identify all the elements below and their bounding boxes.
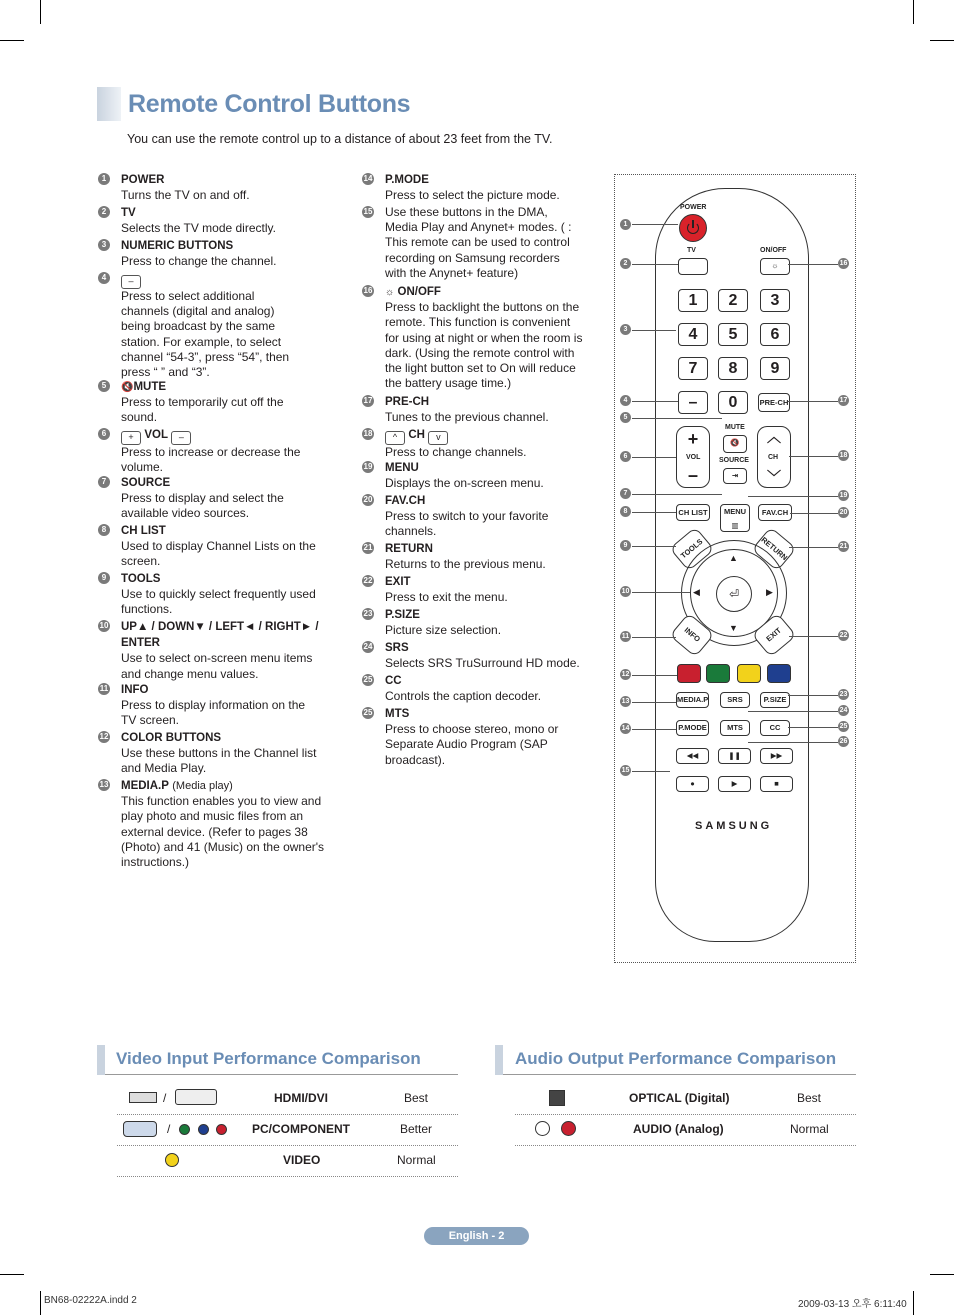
list-item	[98, 778, 326, 870]
callout: 17	[839, 397, 848, 404]
item-number: 7	[98, 476, 110, 488]
callout-line	[788, 264, 838, 265]
ch-rocker[interactable]	[757, 426, 791, 488]
list-item	[98, 427, 311, 475]
item-name: TV	[121, 207, 136, 219]
list-item	[362, 427, 526, 460]
list-item	[362, 284, 585, 391]
arrow-up-icon[interactable]: ▲	[729, 553, 738, 563]
arrow-right-icon[interactable]: ▶	[766, 587, 773, 597]
rewind-icon: ◀◀	[686, 751, 699, 760]
callout: 7	[620, 488, 631, 499]
list-item	[362, 172, 560, 203]
item-number: 9	[98, 572, 110, 584]
chlist-button[interactable]: CH LIST	[676, 504, 710, 521]
stop-button[interactable]	[760, 776, 793, 792]
item-name: RETURN	[385, 543, 433, 555]
item-name-extra: (Media play)	[172, 780, 233, 792]
item-desc: This function enables you to view and play photo and music files from an external device. (Refer to pages 38 (Photo) and 41 (Music) on the owner's instructions.)	[121, 794, 325, 870]
separator: /	[167, 1122, 171, 1136]
list-item	[98, 682, 321, 729]
table-row	[117, 1114, 458, 1146]
item-name: SRS	[385, 642, 409, 654]
item-desc: Use to select on-screen menu items and change menu values.	[121, 651, 313, 681]
callout: 4	[620, 395, 631, 406]
arrow-down-icon[interactable]: ▼	[729, 623, 738, 633]
callout: 10	[621, 588, 630, 595]
item-number: 15	[363, 207, 373, 216]
callout-line	[632, 418, 722, 419]
menu-label: MENU	[723, 507, 747, 516]
tools-label: TOOLS	[678, 536, 705, 561]
brand-logo: SAMSUNG	[695, 820, 773, 832]
mute-label: MUTE	[725, 424, 745, 431]
item-desc: Controls the caption decoder.	[385, 689, 542, 704]
callout: 3	[620, 324, 631, 335]
power-icon-stem	[692, 220, 694, 228]
callout-line	[632, 729, 676, 730]
dash-icon: –	[121, 275, 141, 289]
item-desc: Press to backlight the buttons on the remote. This function is convenient for using at night or when the room is dark. (Using the remote control with the light button set to On will reduce the battery usage time.)	[385, 300, 583, 391]
list-item	[362, 493, 565, 540]
play-button[interactable]	[718, 776, 751, 792]
item-number: 8	[98, 524, 110, 536]
callout-line	[632, 494, 722, 495]
list-item	[98, 730, 326, 777]
callout: 15	[621, 767, 630, 774]
srs-button[interactable]: SRS	[720, 692, 750, 708]
callout: 25	[839, 723, 848, 730]
item-desc: Use these buttons in the DMA, Media Play and Anynet+ modes. ( : This remote can be used to control recording on Samsung recorders with the Anynet+ feature)	[385, 205, 572, 280]
crop-mark	[40, 0, 41, 24]
table-row	[515, 1083, 856, 1115]
item-number: 14	[363, 174, 373, 183]
callout-line	[632, 330, 676, 331]
item-name: MTS	[385, 708, 410, 720]
item-name: P.MODE	[385, 174, 429, 186]
callout: 24	[839, 707, 848, 714]
item-name: UP▲ / DOWN▼ / LEFT◄ / RIGHT► / ENTER	[121, 621, 319, 650]
callout-line	[632, 457, 676, 458]
list-item	[98, 205, 276, 236]
favch-button[interactable]: FAV.CH	[758, 504, 792, 521]
callout-line	[632, 224, 678, 225]
component-pb-icon	[198, 1124, 209, 1135]
tv-label: TV	[687, 247, 696, 254]
item-name: MEDIA.P	[121, 780, 169, 792]
fast-forward-button[interactable]	[760, 748, 793, 764]
record-button[interactable]	[676, 776, 709, 792]
callout: 6	[620, 451, 631, 462]
print-slug-left: BN68-02222A.indd 2	[44, 1295, 137, 1306]
callout: 18	[839, 452, 848, 459]
item-number: 6	[98, 428, 110, 440]
enter-button[interactable]	[716, 576, 752, 612]
list-item	[98, 475, 301, 522]
component-pr-icon	[216, 1124, 227, 1135]
chevron-down-icon: ﹀	[767, 469, 781, 485]
row-label: HDMI/DVI	[274, 1091, 328, 1105]
component-y-icon	[179, 1124, 190, 1135]
callout-line	[632, 546, 676, 547]
mute-icon: 🔇	[730, 438, 740, 447]
mts-button[interactable]: MTS	[720, 720, 750, 736]
callout: 2	[620, 258, 631, 269]
power-label: POWER	[680, 204, 707, 211]
item-name: TOOLS	[121, 573, 161, 585]
item-desc: Press to increase or decrease the volume.	[121, 445, 301, 475]
tv-button[interactable]	[678, 258, 708, 275]
callout-line	[789, 636, 838, 637]
crop-mark	[913, 1291, 914, 1315]
vol-rocker[interactable]	[676, 426, 710, 488]
play-icon: ▶	[731, 779, 738, 788]
info-label: INFO	[682, 625, 703, 644]
digit-3-button[interactable]: 3	[760, 289, 790, 312]
item-number: 18	[363, 429, 373, 438]
item-desc: Used to display Channel Lists on the screen.	[121, 539, 316, 569]
optical-connector-icon	[549, 1090, 565, 1106]
list-item	[362, 460, 544, 491]
mute-button[interactable]	[723, 435, 747, 453]
callout: 9	[620, 540, 631, 551]
item-name: CH	[408, 429, 425, 441]
item-name: EXIT	[385, 576, 411, 588]
list-item	[98, 172, 250, 203]
pause-icon: ❚❚	[728, 751, 741, 760]
item-desc: Press to temporarily cut off the sound.	[121, 395, 284, 425]
callout-line	[632, 264, 678, 265]
section-rule	[503, 1074, 856, 1075]
arrow-left-icon[interactable]: ◀	[693, 587, 700, 597]
dash-button[interactable]: –	[678, 391, 708, 414]
page-number: English - 2	[424, 1227, 529, 1245]
fast-forward-icon: ▶▶	[770, 751, 783, 760]
callout-line	[632, 637, 676, 638]
chevron-up-icon: ︿	[767, 429, 781, 445]
item-desc: Press to exit the menu.	[385, 590, 508, 605]
item-name: INFO	[121, 684, 149, 696]
item-number: 23	[363, 609, 373, 618]
vga-connector-icon	[123, 1121, 157, 1137]
mute-icon: 🔇	[121, 382, 134, 393]
item-desc: Press to change the channel.	[121, 254, 277, 269]
psize-button[interactable]: P.SIZE	[760, 692, 790, 708]
item-number: 19	[363, 462, 373, 471]
record-icon: ●	[690, 779, 695, 788]
list-item	[98, 523, 326, 570]
audio-left-icon	[535, 1121, 550, 1136]
vol-label: VOL	[686, 454, 701, 461]
row-label: VIDEO	[283, 1153, 321, 1167]
item-desc: Selects the TV mode directly.	[121, 221, 276, 236]
onoff-label: ON/OFF	[760, 247, 787, 254]
callout-line	[788, 401, 838, 402]
light-bulb-icon: ☼	[771, 261, 779, 270]
item-number: 17	[363, 396, 373, 405]
item-name: MUTE	[133, 381, 167, 393]
separator: /	[163, 1091, 167, 1105]
list-item	[98, 238, 276, 269]
callout-line	[788, 727, 838, 728]
item-desc: Tunes to the previous channel.	[385, 410, 549, 425]
item-name: SOURCE	[121, 477, 171, 489]
callout-line	[632, 592, 690, 593]
item-number: 16	[363, 286, 373, 295]
item-number: 5	[98, 380, 110, 392]
callout-line	[789, 547, 838, 548]
section-rule	[105, 1074, 458, 1075]
digit-8-button[interactable]: 8	[718, 357, 748, 380]
list-item	[98, 379, 311, 426]
callout: 8	[620, 506, 631, 517]
item-desc: Press to change channels.	[385, 445, 527, 459]
chevron-down-icon: v	[428, 431, 448, 445]
item-name: CC	[385, 675, 402, 687]
list-item	[98, 619, 326, 682]
power-button[interactable]	[679, 214, 707, 242]
item-number: 10	[99, 621, 109, 630]
callout-line	[789, 456, 838, 457]
composite-video-icon	[165, 1153, 179, 1167]
item-name: PRE-CH	[385, 396, 430, 408]
item-number: 22	[363, 576, 373, 585]
item-desc: Picture size selection.	[385, 623, 502, 638]
item-name: ON/OFF	[397, 286, 441, 298]
item-name: CH LIST	[121, 525, 166, 537]
pause-button[interactable]	[718, 748, 751, 764]
callout-line	[632, 675, 677, 676]
list-item	[362, 706, 575, 768]
item-number: 13	[99, 780, 109, 789]
source-icon: ⇥	[731, 471, 739, 480]
item-number: 2	[98, 206, 110, 218]
cc-button[interactable]: CC	[760, 720, 790, 736]
digit-5-button[interactable]: 5	[718, 323, 748, 346]
callout: 23	[839, 691, 848, 698]
item-number: 25	[363, 675, 373, 684]
digit-0-button[interactable]: 0	[718, 391, 748, 414]
audio-section-title: Audio Output Performance Comparison	[515, 1049, 837, 1068]
green-button[interactable]	[706, 664, 730, 683]
stop-icon: ■	[774, 779, 779, 788]
item-desc: Press to display and select the available video sources.	[121, 491, 284, 521]
minus-icon: –	[171, 431, 191, 445]
section-accent	[495, 1045, 503, 1075]
row-rating: Normal	[397, 1153, 436, 1167]
row-rating: Normal	[790, 1122, 829, 1136]
exit-label: EXIT	[764, 625, 783, 644]
item-desc: Press to select additional channels (digital and analog) being broadcast by the same station. For example, to select channel “54-3”, press “54”, then press “ ” and “3”.	[121, 289, 290, 380]
digit-1-button[interactable]: 1	[678, 289, 708, 312]
item-number: 20	[363, 495, 373, 504]
item-name: NUMERIC BUTTONS	[121, 240, 234, 252]
callout: 12	[621, 671, 630, 678]
print-slug-right: 2009-03-13 오후 6:11:40	[798, 1299, 907, 1310]
list-item	[98, 571, 326, 618]
callout-line	[632, 702, 676, 703]
list-item	[362, 574, 508, 605]
callout-line	[632, 401, 678, 402]
video-section-title: Video Input Performance Comparison	[116, 1049, 421, 1068]
plus-icon: +	[687, 429, 699, 449]
callout-line	[632, 771, 670, 772]
callout: 5	[620, 412, 631, 423]
item-desc: Press to display information on the TV screen.	[121, 698, 306, 728]
item-number: 25	[363, 708, 373, 717]
row-label: AUDIO (Analog)	[633, 1122, 724, 1136]
mediap-button[interactable]: MEDIA.P	[676, 692, 709, 708]
intro-text: You can use the remote control up to a distance of about 23 feet from the TV.	[127, 132, 553, 146]
callout-line	[748, 742, 838, 743]
callout: 22	[839, 632, 848, 639]
callout: 14	[621, 725, 630, 732]
item-number: 21	[363, 543, 373, 552]
section-accent	[97, 1045, 105, 1075]
list-item	[362, 205, 580, 281]
callout: 20	[839, 509, 848, 516]
table-row	[515, 1114, 856, 1146]
light-bulb-icon: ☼	[385, 287, 395, 298]
row-rating: Better	[400, 1122, 433, 1136]
item-desc: Returns to the previous menu.	[385, 557, 546, 572]
pmode-button[interactable]: P.MODE	[676, 720, 709, 736]
prech-button[interactable]: PRE-CH	[758, 393, 790, 412]
blue-button[interactable]	[767, 664, 791, 683]
item-desc: Use to quickly select frequently used functions.	[121, 587, 316, 617]
chevron-up-icon: ^	[385, 431, 405, 445]
item-name: FAV.CH	[385, 495, 426, 507]
item-number: 1	[98, 173, 110, 185]
row-label: OPTICAL (Digital)	[629, 1091, 730, 1105]
item-desc: Press to choose stereo, mono or Separate Audio Program (SAP broadcast).	[385, 722, 559, 767]
crop-mark	[930, 40, 954, 41]
row-rating: Best	[404, 1091, 429, 1105]
item-desc: Use these buttons in the Channel list and Media Play.	[121, 746, 317, 776]
onoff-button[interactable]	[760, 258, 790, 275]
item-name: MENU	[385, 462, 419, 474]
table-row	[117, 1083, 458, 1115]
digit-4-button[interactable]: 4	[678, 323, 708, 346]
menu-button[interactable]	[720, 504, 750, 532]
item-desc: Selects SRS TruSurround HD mode.	[385, 656, 580, 671]
item-number: 11	[99, 684, 109, 693]
list-item	[362, 394, 549, 425]
yellow-button[interactable]	[737, 664, 761, 683]
return-label: RETURN	[759, 535, 790, 563]
item-name: P.SIZE	[385, 609, 420, 621]
item-number: 12	[99, 732, 109, 741]
item-desc: Press to select the picture mode.	[385, 188, 560, 203]
callout: 11	[621, 633, 630, 640]
list-item	[362, 541, 546, 572]
audio-right-icon	[561, 1121, 576, 1136]
crop-mark	[40, 1291, 41, 1315]
digit-2-button[interactable]: 2	[718, 289, 748, 312]
row-label: PC/COMPONENT	[252, 1122, 351, 1136]
callout-line	[632, 512, 676, 513]
dvi-connector-icon	[175, 1089, 217, 1105]
callout-line	[790, 513, 838, 514]
rewind-button[interactable]	[676, 748, 709, 764]
ch-label: CH	[768, 454, 779, 461]
digit-7-button[interactable]: 7	[678, 357, 708, 380]
row-rating: Best	[797, 1091, 822, 1105]
list-item	[362, 607, 501, 638]
minus-icon: –	[687, 465, 698, 485]
callout-line	[748, 496, 838, 497]
callout: 13	[621, 698, 630, 705]
item-desc: Turns the TV on and off.	[121, 188, 250, 203]
red-button[interactable]	[677, 664, 701, 683]
digit-6-button[interactable]: 6	[760, 323, 790, 346]
enter-icon: ⏎	[728, 587, 740, 601]
hdmi-connector-icon	[129, 1092, 157, 1103]
digit-9-button[interactable]: 9	[760, 357, 790, 380]
callout: 1	[620, 219, 631, 230]
callout: 21	[839, 543, 848, 550]
page-title: Remote Control Buttons	[128, 90, 411, 118]
crop-mark	[913, 0, 914, 24]
callout: 19	[839, 492, 848, 499]
list-item	[362, 673, 541, 704]
callout-line	[748, 711, 838, 712]
callout: 26	[839, 738, 848, 745]
callout: 16	[839, 260, 848, 267]
list-item	[362, 640, 580, 671]
list-item	[98, 271, 303, 380]
plus-icon: +	[121, 431, 141, 445]
item-number: 24	[363, 642, 373, 651]
item-name: VOL	[144, 429, 168, 441]
title-accent	[97, 87, 121, 121]
crop-mark	[0, 40, 24, 41]
item-number: 3	[98, 239, 110, 251]
crop-mark	[0, 1274, 24, 1275]
crop-mark	[930, 1274, 954, 1275]
item-desc: Displays the on-screen menu.	[385, 476, 544, 491]
table-row	[117, 1145, 458, 1177]
source-label: SOURCE	[719, 457, 749, 464]
item-name: COLOR BUTTONS	[121, 732, 222, 744]
menu-icon: ▥	[731, 521, 739, 530]
item-name: POWER	[121, 174, 165, 186]
item-desc: Press to switch to your favorite channels.	[385, 509, 549, 539]
source-button[interactable]	[723, 468, 747, 484]
callout-line	[788, 695, 838, 696]
item-number: 4	[98, 272, 110, 284]
